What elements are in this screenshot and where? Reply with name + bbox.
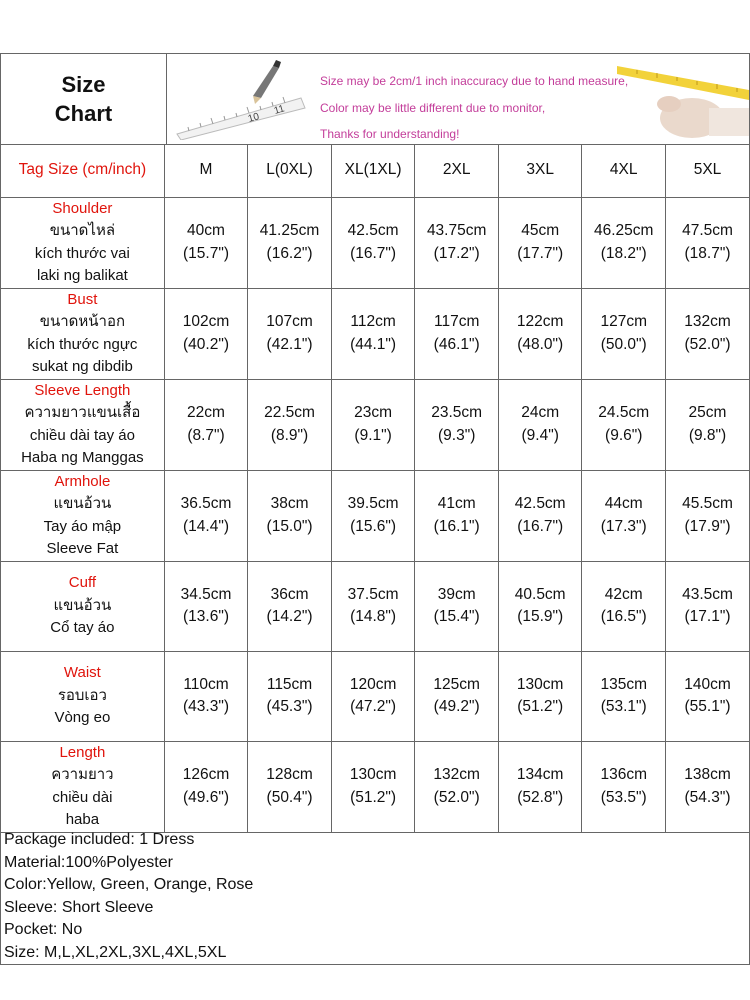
inch-value: (8.7") [187,426,225,444]
cm-value: 22cm [187,404,225,421]
cm-value: 47.5cm [682,222,733,239]
cm-value: 41cm [437,495,476,512]
value-cell [248,379,332,470]
translation-vi: Tay áo mập [43,517,122,535]
inch-value: (16.5") [600,608,647,625]
cm-value: 45.5cm [682,495,733,512]
translation-th: รอบเอว [57,686,107,704]
cm-value: 24.5cm [598,404,650,421]
size-header: XL(1XL) [331,144,415,197]
measure-name: Cuff [68,574,97,592]
cm-value: 132cm [433,766,480,783]
table-row [1,288,749,379]
value-cell [248,470,332,561]
table-row [1,651,749,741]
cm-value: 42.5cm [347,222,399,239]
inch-value: (17.3") [600,517,647,535]
value-cell [666,741,749,832]
value-cell [415,379,499,470]
cm-value: 41.25cm [259,222,320,239]
ruler-mark-10: 10 [246,111,261,125]
value-cell [248,288,332,379]
header-row [1,54,749,145]
inch-value: (9.3") [437,426,476,444]
cm-value: 34.5cm [180,585,232,603]
value-cell [331,470,415,561]
note-line-3: Thanks for understanding! [320,127,460,141]
inch-value: (53.1") [600,698,647,715]
measure-label-waist [1,651,164,741]
size-header: 2XL [415,144,499,197]
inch-value: (15.6") [350,517,397,535]
inch-value: (14.2") [266,608,313,625]
translation-th: แขนอ้วน [53,495,112,512]
translation-vi: Cổ tay áo [50,619,115,637]
value-cell [415,288,499,379]
size-header: 3XL [498,144,581,197]
value-cell [248,741,332,832]
value-cell [666,561,749,651]
measure-name: Bust [67,290,98,308]
inch-value: (50.4") [266,788,313,806]
translation-tl: laki ng balikat [36,267,128,284]
value-cell [164,197,247,288]
value-cell [164,288,247,379]
inch-value: (17.2") [433,244,480,262]
cm-value: 43.75cm [426,222,487,239]
info-package: Package included: 1 Dress [4,831,195,848]
inch-value: (8.9") [270,426,309,444]
inch-value: (52.0") [684,335,731,353]
value-cell [415,741,499,832]
translation-vi: Vòng eo [54,709,111,727]
note-line-1: Size may be 2cm/1 inch inaccuracy due to hand measure, [320,74,629,88]
cm-value: 42.5cm [514,495,566,512]
value-cell [582,288,666,379]
inch-value: (44.1") [350,335,397,353]
inch-value: (16.7") [517,517,564,535]
value-cell [164,651,247,741]
inch-value: (47.2") [350,698,397,715]
cm-value: 128cm [266,766,313,783]
size-chart-sheet [0,53,750,965]
inch-value: (54.3") [684,788,731,806]
translation-en: Sleeve Fat [46,540,119,557]
value-cell [498,561,581,651]
cm-value: 23.5cm [431,404,483,421]
info-size: Size: M,L,XL,2XL,3XL,4XL,5XL [4,943,227,961]
measuring-tape-hand-icon [617,64,749,140]
value-cell [415,197,499,288]
inch-value: (52.8") [517,788,564,806]
value-cell [582,197,666,288]
value-cell [331,197,415,288]
cm-value: 134cm [516,766,564,783]
cm-value: 136cm [600,766,647,783]
value-cell [248,197,332,288]
inch-value: (15.9") [517,608,564,625]
translation-tl: Haba ng Manggas [21,449,144,466]
inch-value: (53.5") [600,788,647,806]
size-header: L(0XL) [248,144,332,197]
inch-value: (17.1") [684,608,731,625]
inch-value: (9.6") [605,426,643,444]
ruler-pencil-icon [175,60,315,140]
info-color: Color:Yellow, Green, Orange, Rose [4,876,254,893]
inch-value: (13.6") [183,608,229,625]
inch-value: (14.8") [350,608,397,625]
value-cell [248,651,332,741]
inch-value: (9.1") [354,426,392,444]
value-cell [498,288,581,379]
value-cell [164,470,247,561]
cm-value: 40.5cm [514,585,566,603]
title-line-2: Chart [54,101,113,126]
cm-value: 140cm [684,675,731,693]
measure-name: Length [59,743,106,761]
value-cell [248,561,332,651]
cm-value: 126cm [182,766,230,783]
value-cell [331,288,415,379]
value-cell [582,561,666,651]
cm-value: 122cm [516,313,564,330]
value-cell [331,561,415,651]
cm-value: 125cm [433,675,480,693]
cm-value: 25cm [688,404,727,421]
cm-value: 38cm [270,495,309,512]
size-chart-title [1,54,167,144]
measure-label-length [1,741,164,832]
cm-value: 115cm [266,675,313,693]
value-cell [331,651,415,741]
cm-value: 36.5cm [180,495,232,512]
inch-value: (55.1") [684,698,731,715]
value-cell [666,197,749,288]
value-cell [415,470,499,561]
translation-vi: kích thước vai [34,244,130,262]
info-pocket: Pocket: No [4,921,83,938]
cm-value: 37.5cm [347,585,399,603]
value-cell [582,379,666,470]
cm-value: 44cm [604,495,643,512]
measure-name: Sleeve Length [34,381,131,399]
inch-value: (40.2") [183,335,229,353]
info-sleeve: Sleeve: Short Sleeve [4,898,154,916]
table-row [1,561,749,651]
inch-value: (49.6") [183,788,229,806]
inch-value: (45.3") [266,698,313,715]
translation-th: ความยาว [51,766,114,783]
inch-value: (46.1") [433,335,480,353]
inch-value: (15.7") [183,244,229,262]
cm-value: 39cm [437,585,476,603]
cm-value: 39.5cm [347,495,399,512]
value-cell [582,470,666,561]
inch-value: (17.9") [684,517,731,535]
cm-value: 46.25cm [593,222,654,239]
inch-value: (18.7") [684,244,731,262]
translation-vi: chiều dài tay áo [29,426,135,444]
value-cell [164,741,247,832]
cm-value: 36cm [270,585,309,603]
title-line-1: Size [61,72,106,97]
cm-value: 112cm [350,313,396,330]
cm-value: 135cm [600,675,647,693]
measure-label-sleeve-length [1,379,164,470]
measure-name: Armhole [54,472,111,490]
cm-value: 23cm [354,404,393,421]
inch-value: (9.4") [521,426,559,444]
cm-value: 130cm [349,766,397,783]
notes-banner [167,54,749,144]
cm-value: 132cm [684,313,731,330]
table-row [1,197,749,288]
inch-value: (49.2") [433,698,480,715]
cm-value: 42cm [604,585,643,603]
value-cell [582,651,666,741]
translation-tl: haba [65,811,100,828]
value-cell [666,288,749,379]
notes-text [320,68,628,148]
measure-name: Shoulder [52,199,113,217]
cm-value: 45cm [521,222,560,239]
value-cell [666,470,749,561]
value-cell [498,197,581,288]
product-info [4,829,253,964]
inch-value: (17.7") [517,244,564,262]
cm-value: 22.5cm [264,404,315,421]
tag-size-label: Tag Size (cm/inch) [1,144,164,197]
cm-value: 107cm [266,313,313,330]
inch-value: (50.0") [600,335,647,353]
table-row [1,470,749,561]
value-cell [164,379,247,470]
cm-value: 127cm [600,313,647,330]
translation-tl: sukat ng dibdib [31,358,133,375]
value-cell [498,379,581,470]
inch-value: (16.7") [350,244,397,262]
cm-value: 110cm [183,675,229,693]
size-header-row [1,144,749,197]
measure-label-bust [1,288,164,379]
value-cell [666,379,749,470]
value-cell [164,561,247,651]
ruler-mark-11: 11 [272,103,286,117]
inch-value: (48.0") [517,335,564,353]
cm-value: 102cm [182,313,230,330]
translation-th: ความยาวแขนเสื้อ [24,404,141,421]
size-header: M [164,144,247,197]
inch-value: (15.0") [266,517,313,535]
value-cell [666,651,749,741]
value-cell [415,651,499,741]
cm-value: 43.5cm [682,585,733,603]
inch-value: (51.2") [517,698,564,715]
inch-value: (51.2") [350,788,397,806]
translation-th: ขนาดไหล่ [49,222,116,239]
value-cell [331,741,415,832]
size-header: 4XL [582,144,666,197]
note-line-2: Color may be little different due to monitor, [320,100,546,115]
measure-label-shoulder [1,197,164,288]
inch-value: (43.3") [183,698,229,715]
value-cell [582,741,666,832]
inch-value: (16.2") [266,244,313,262]
table-row [1,741,749,832]
inch-value: (9.8") [688,426,727,444]
size-header: 5XL [666,144,749,197]
measure-label-armhole [1,470,164,561]
inch-value: (15.4") [433,608,480,625]
size-table [1,144,749,833]
cm-value: 24cm [521,404,560,421]
value-cell [331,379,415,470]
table-row [1,379,749,470]
cm-value: 130cm [516,675,564,693]
translation-vi: kích thước ngực [27,335,138,353]
measure-name: Waist [63,664,101,682]
cm-value: 138cm [684,766,731,783]
value-cell [498,470,581,561]
measure-label-cuff [1,561,164,651]
inch-value: (52.0") [433,788,480,806]
cm-value: 120cm [349,675,397,693]
value-cell [498,741,581,832]
cm-value: 117cm [433,313,480,330]
translation-th: ขนาดหน้าอก [39,313,126,330]
inch-value: (18.2") [600,244,647,262]
info-material: Material:100%Polyester [4,853,173,871]
inch-value: (14.4") [183,517,229,535]
value-cell [498,651,581,741]
translation-th: แขนอ้วน [53,596,112,614]
cm-value: 40cm [187,222,225,239]
inch-value: (16.1") [433,517,480,535]
inch-value: (42.1") [266,335,313,353]
translation-vi: chiều dài [52,788,113,806]
value-cell [415,561,499,651]
